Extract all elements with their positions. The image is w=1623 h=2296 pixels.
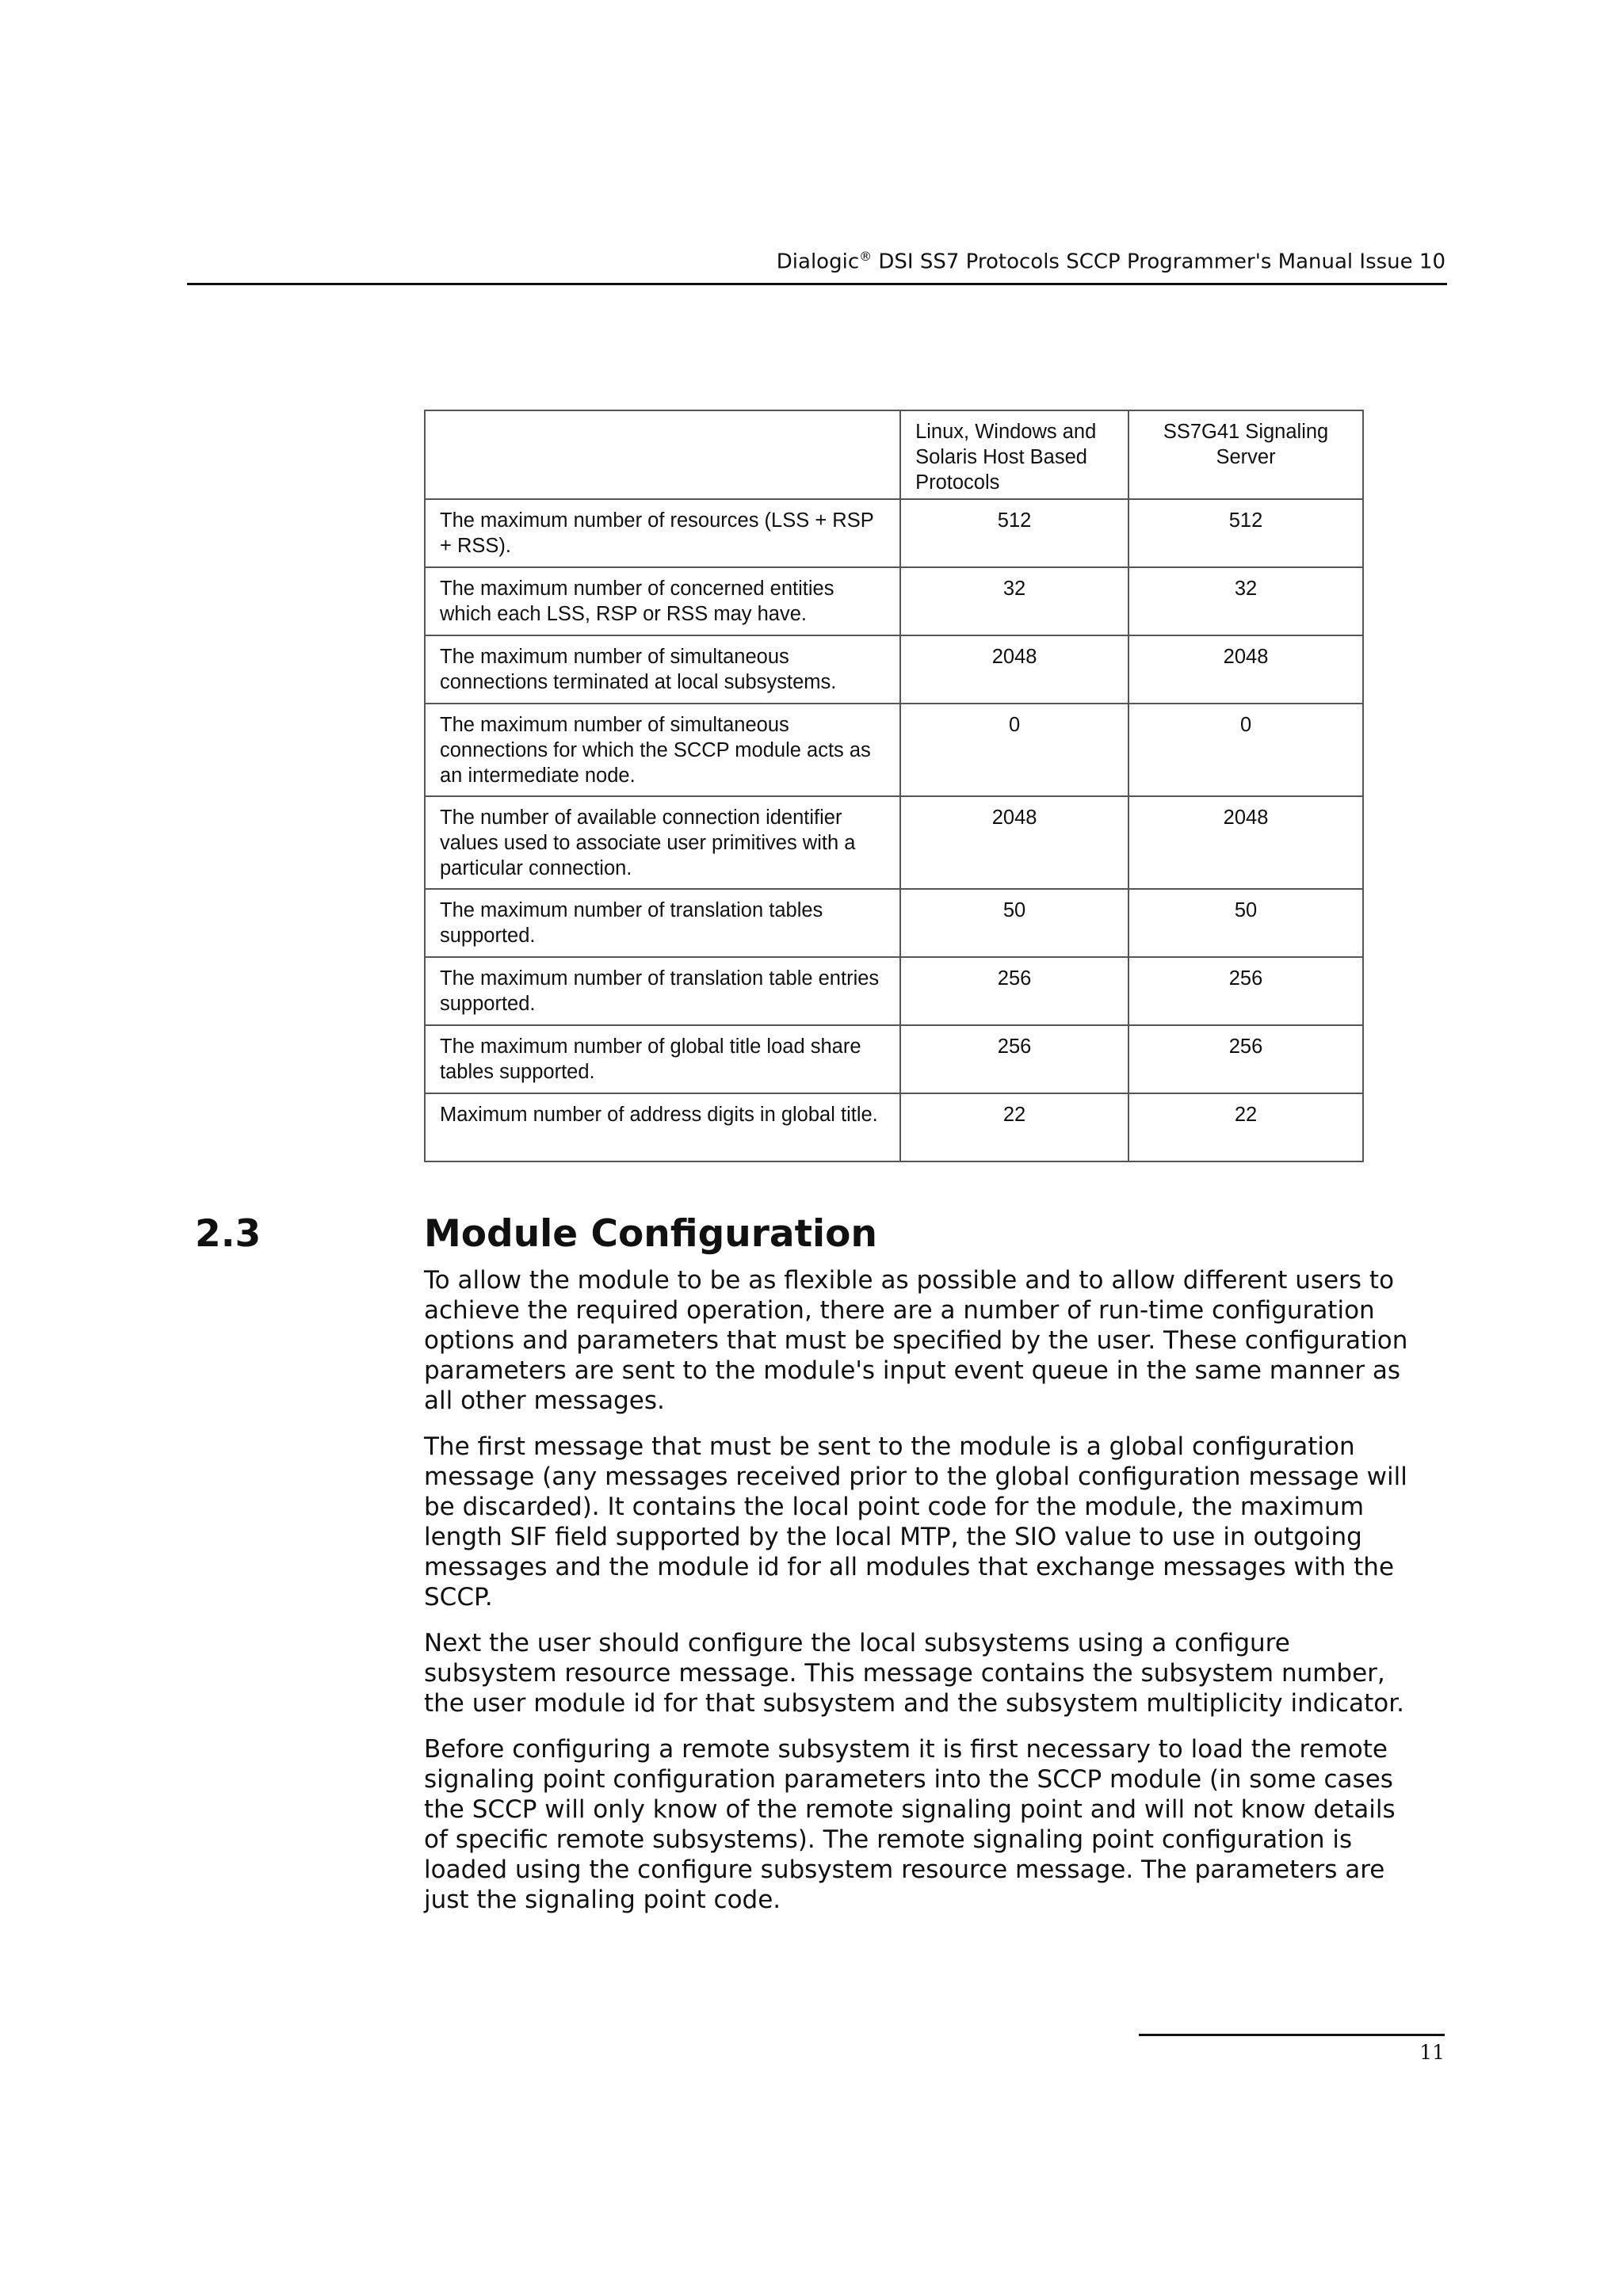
row-description: The maximum number of simultaneous connections for which the SCCP module acts as an intermediate node. [425, 704, 900, 796]
row-server-value: 512 [1128, 499, 1363, 567]
table-row [425, 499, 1363, 567]
table-header-signaling-server: SS7G41 Signaling Server [1128, 410, 1363, 499]
footer-rule [1139, 2034, 1445, 2036]
registered-mark: ® [859, 249, 873, 264]
header-rule [187, 283, 1447, 285]
row-description: The maximum number of simultaneous connections terminated at local subsystems. [425, 635, 900, 704]
table-row [425, 957, 1363, 1025]
row-host-value: 512 [900, 499, 1128, 567]
row-host-value: 0 [900, 704, 1128, 796]
row-host-value: 256 [900, 957, 1128, 1025]
row-server-value: 22 [1128, 1093, 1363, 1161]
section-number: 2.3 [195, 1212, 262, 1256]
row-description: The maximum number of concerned entities which each LSS, RSP or RSS may have. [425, 567, 900, 635]
row-host-value: 22 [900, 1093, 1128, 1161]
row-server-value: 32 [1128, 567, 1363, 635]
table-header-blank [425, 410, 900, 499]
paragraph: Next the user should configure the local subsystems using a configure subsystem resource message. This message contains the subsystem number, the user module id for that subsystem and the subsystem multiplicity indicator. [424, 1629, 1404, 1718]
table-row [425, 889, 1363, 957]
table-row [425, 1025, 1363, 1093]
row-host-value: 2048 [900, 796, 1128, 889]
paragraph: To allow the module to be as flexible as possible and to allow different users to achieve the required operation, there are a number of run-time configuration options and parameters that must be specified by the user. These configuration parameters are sent to the module's input event queue in the same manner as all other messages. [424, 1266, 1408, 1415]
row-host-value: 32 [900, 567, 1128, 635]
row-server-value: 0 [1128, 704, 1363, 796]
row-description: The maximum number of global title load share tables supported. [425, 1025, 900, 1093]
row-host-value: 2048 [900, 635, 1128, 704]
row-description: The maximum number of translation table entries supported. [425, 957, 900, 1025]
row-server-value: 2048 [1128, 796, 1363, 889]
table-row [425, 704, 1363, 796]
page-number: 11 [1419, 2041, 1445, 2064]
table-row [425, 1093, 1363, 1161]
table-row [425, 796, 1363, 889]
paragraph: Before configuring a remote subsystem it is first necessary to load the remote signaling point configuration parameters into the SCCP module (in some cases the SCCP will only know of the remote signaling point and will not know details of specific remote subsystems). The remote signaling point configuration is loaded using the configure subsystem resource message. The parameters are just the signaling point code. [424, 1735, 1396, 1914]
row-server-value: 50 [1128, 889, 1363, 957]
table-header-row [425, 410, 1363, 499]
row-description: The maximum number of resources (LSS + RSP + RSS). [425, 499, 900, 567]
row-server-value: 2048 [1128, 635, 1363, 704]
header-title: DSI SS7 Protocols SCCP Programmer's Manual Issue 10 [872, 250, 1445, 274]
row-description: Maximum number of address digits in global title. [425, 1093, 900, 1161]
table-header-host-protocols: Linux, Windows and Solaris Host Based Protocols [900, 410, 1128, 499]
row-server-value: 256 [1128, 957, 1363, 1025]
paragraph: The first message that must be sent to the module is a global configuration message (any messages received prior to the global configuration message will be discarded). It contains the local point code for the module, the maximum length SIF field supported by the local MTP, the SIO value to use in outgoing messages and the module id for all modules that exchange messages with the SCCP. [424, 1432, 1407, 1611]
limits-table [424, 410, 1364, 1162]
running-header [777, 249, 1445, 274]
row-description: The maximum number of translation tables supported. [425, 889, 900, 957]
row-host-value: 50 [900, 889, 1128, 957]
row-host-value: 256 [900, 1025, 1128, 1093]
table-row [425, 635, 1363, 704]
row-description: The number of available connection identifier values used to associate user primitives with a particular connection. [425, 796, 900, 889]
table-row [425, 567, 1363, 635]
row-server-value: 256 [1128, 1025, 1363, 1093]
section-body [424, 1265, 1423, 1931]
section-title: Module Configuration [424, 1212, 877, 1256]
header-brand: Dialogic [776, 250, 860, 274]
